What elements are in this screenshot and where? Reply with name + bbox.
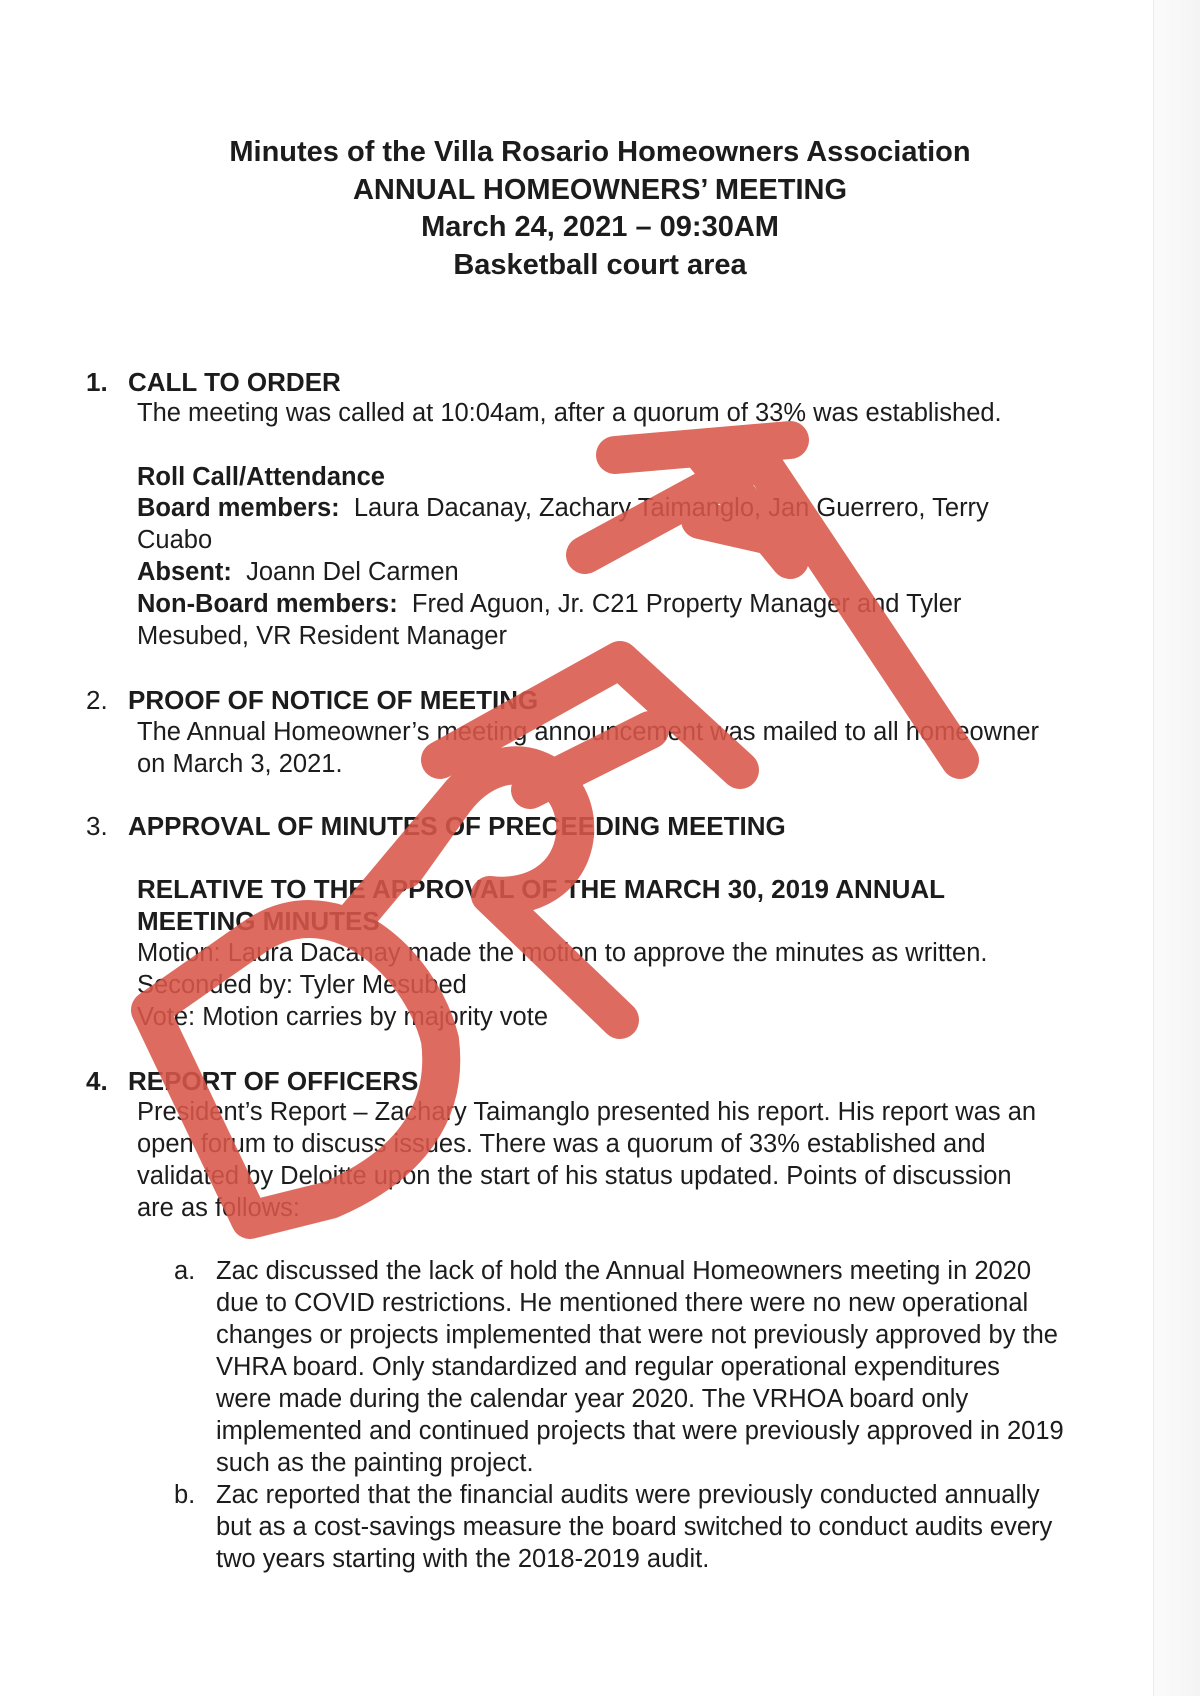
report-line-3: validated by Deloitte upon the start of his status updated. Points of discussion — [137, 1162, 1012, 1190]
list-item-line: implemented and continued projects that were previously approved in 2019 — [216, 1417, 1064, 1445]
section-title: CALL TO ORDER — [128, 367, 341, 397]
list-item-line: but as a cost-savings measure the board switched to conduct audits every — [216, 1513, 1053, 1541]
board-members-label: Board members: — [137, 494, 340, 522]
absent-label: Absent: — [137, 558, 232, 586]
seconded-text: Seconded by: Tyler Mesubed — [137, 971, 467, 999]
header-title: Minutes of the Villa Rosario Homeowners Association — [229, 136, 971, 168]
list-item-line: were made during the calendar year 2020. The VRHOA board only — [216, 1385, 969, 1413]
board-members-continued: Cuabo — [137, 526, 213, 554]
call-to-order-text: The meeting was called at 10:04am, after a quorum of 33% was established. — [137, 399, 1002, 427]
resolution-title-line-1: RELATIVE TO THE APPROVAL OF THE MARCH 30, 2019 ANNUAL — [137, 874, 946, 904]
list-item-line: such as the painting project. — [216, 1449, 534, 1477]
roll-call-title: Roll Call/Attendance — [137, 463, 385, 491]
list-marker: b. — [174, 1481, 196, 1509]
report-line-2: open forum to discuss issues. There was a quorum of 33% established and — [137, 1130, 986, 1158]
non-board-names: Fred Aguon, Jr. C21 Property Manager and Tyler — [411, 590, 962, 618]
report-line-4: are as follows: — [137, 1194, 300, 1222]
list-item-line: two years starting with the 2018-2019 audit. — [216, 1545, 710, 1573]
header-meeting-type: ANNUAL HOMEOWNERS’ MEETING — [352, 173, 848, 206]
section-title: PROOF OF NOTICE OF MEETING — [128, 685, 539, 715]
non-board-continued: Mesubed, VR Resident Manager — [137, 622, 507, 650]
section-title: REPORT OF OFFICERS — [128, 1066, 419, 1096]
section-number: 4. — [86, 1066, 108, 1096]
watermark-letter-d — [150, 919, 441, 1220]
header-location: Basketball court area — [453, 248, 747, 281]
section-number: 2. — [86, 685, 108, 715]
report-line-1: President’s Report – Zachary Taimanglo presented his report. His report was an — [137, 1098, 1037, 1126]
board-members-names: Laura Dacanay, Zachary Taimanglo, Jan Guerrero, Terry — [353, 494, 989, 522]
list-item-line: Zac reported that the financial audits were previously conducted annually — [216, 1481, 1040, 1509]
notice-text-line-1: The Annual Homeowner’s meeting announcement was mailed to all homeowner — [137, 718, 1039, 746]
list-item-line: VHRA board. Only standardized and regular operational expenditures — [216, 1353, 1000, 1381]
notice-text-line-2: on March 3, 2021. — [137, 750, 343, 778]
absent-names: Joann Del Carmen — [246, 558, 459, 586]
resolution-title-line-2: MEETING MINUTES — [137, 906, 380, 936]
non-board-label: Non-Board members: — [137, 590, 398, 618]
header-date-time: March 24, 2021 – 09:30AM — [421, 211, 779, 243]
list-marker: a. — [174, 1257, 196, 1285]
list-item-line: Zac discussed the lack of hold the Annual Homeowners meeting in 2020 — [216, 1257, 1032, 1285]
section-title: APPROVAL OF MINUTES OF PRECEEDING MEETING — [128, 811, 786, 841]
motion-text: Motion: Laura Dacanay made the motion to approve the minutes as written. — [137, 939, 988, 967]
vote-text: Vote: Motion carries by majority vote — [137, 1003, 549, 1031]
section-number: 1. — [86, 367, 108, 397]
list-item-line: changes or projects implemented that were not previously approved by the — [216, 1321, 1058, 1349]
section-number: 3. — [86, 811, 108, 841]
list-item-line: due to COVID restrictions. He mentioned there were no new operational — [216, 1289, 1029, 1317]
